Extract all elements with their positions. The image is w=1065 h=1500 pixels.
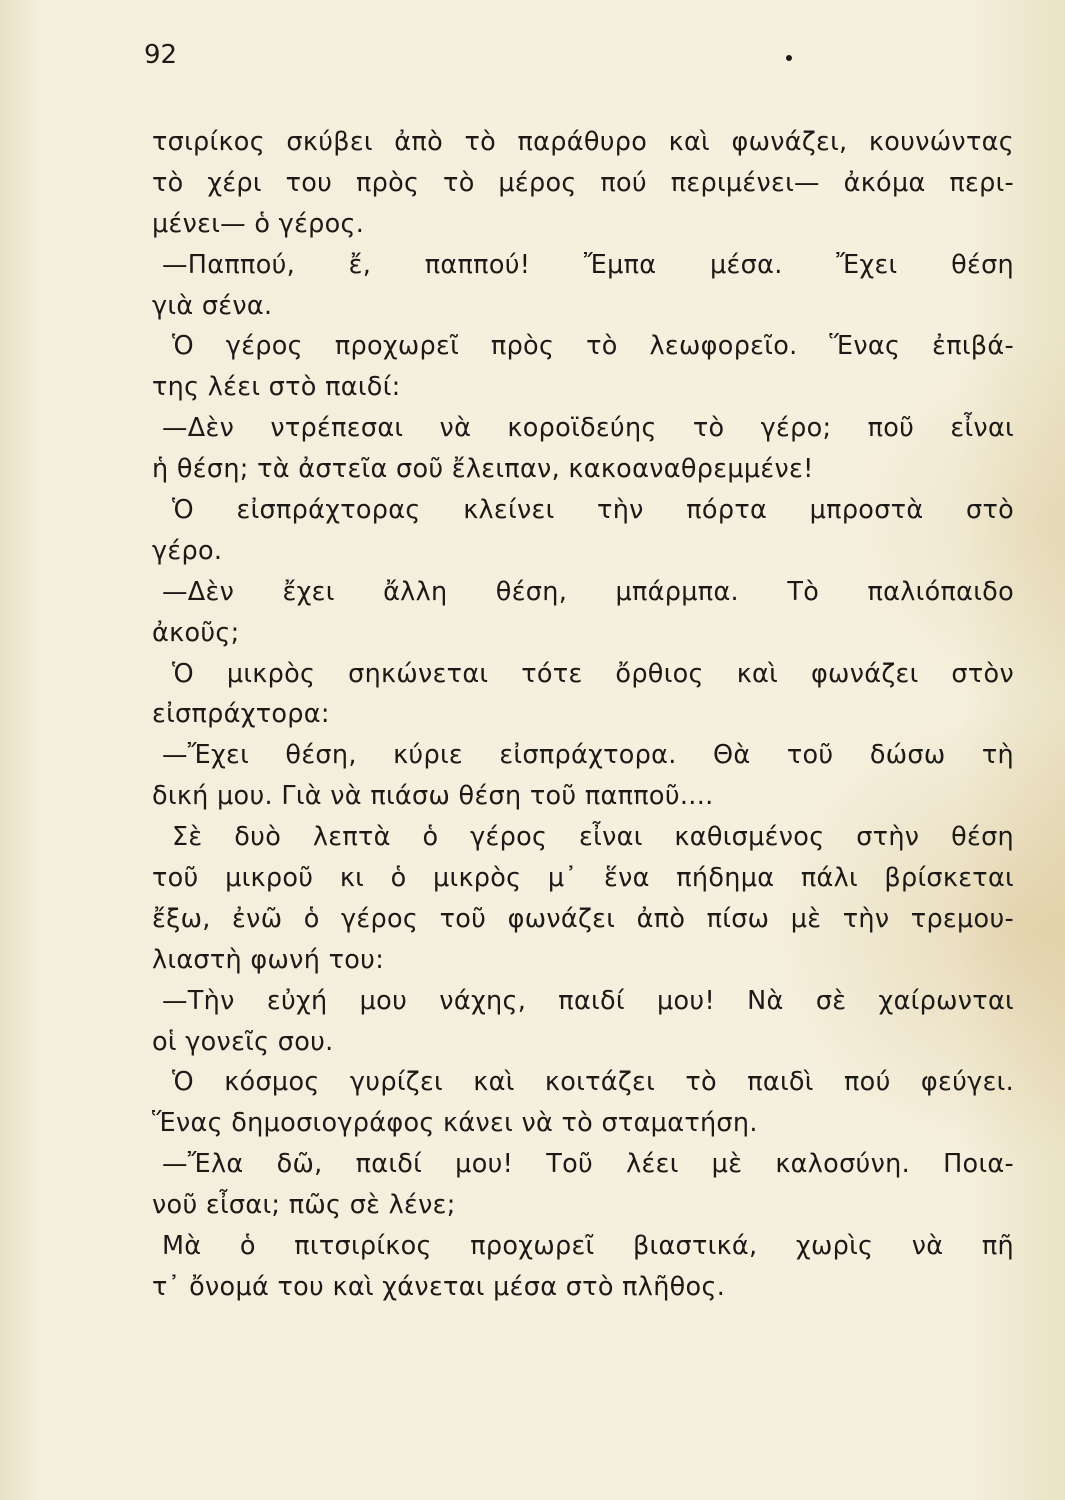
body-text [152, 122, 1014, 1308]
text-line: Ἕνας δημοσιογράφος κάνει νὰ τὸ σταματήση. [152, 1108, 758, 1139]
page-number: 92 [144, 40, 178, 70]
text-line: Ὁ κόσμος γυρίζει καὶ κοιτάζει τὸ παιδὶ πού φεύγει. [172, 1067, 1014, 1098]
text-line: —Παππού, ἔ, παππού! Ἔμπα μέσα. Ἔχει θέση [162, 249, 1014, 280]
text-line: —Δὲν ἔχει ἄλλη θέση, μπάρμπα. Τὸ παλιόπαιδο [162, 576, 1014, 607]
text-line: τοῦ μικροῦ κι ὁ μικρὸς μ᾽ ἕνα πήδημα πάλι βρίσκεται [152, 863, 1014, 894]
text-line: της λέει στὸ παιδί: [152, 372, 401, 403]
text-line: —Τὴν εὐχή μου νάχης, παιδί μου! Νὰ σὲ χαίρωνται [162, 985, 1014, 1016]
text-line: γιὰ σένα. [152, 290, 273, 321]
text-line: νοῦ εἶσαι; πῶς σὲ λένε; [152, 1190, 456, 1221]
text-line: Ὁ γέρος προχωρεῖ πρὸς τὸ λεωφορεῖο. Ἕνας ἐπιβά- [172, 331, 1014, 362]
text-line: τὸ χέρι του πρὸς τὸ μέρος πού περιμένει— ἀκόμα περι- [152, 167, 1014, 198]
text-line: Ὁ μικρὸς σηκώνεται τότε ὄρθιος καὶ φωνάζει στὸν [172, 658, 1014, 689]
text-line: ἀκοῦς; [152, 617, 240, 648]
text-line: δική μου. Γιὰ νὰ πιάσω θέση τοῦ παπποῦ.... [152, 781, 714, 812]
text-line: εἰσπράχτορα: [152, 699, 330, 730]
text-line: ἔξω, ἐνῶ ὁ γέρος τοῦ φωνάζει ἀπὸ πίσω μὲ τὴν τρεμου- [152, 903, 1014, 934]
text-line: οἱ γονεῖς σου. [152, 1026, 334, 1057]
text-line: τ᾽ ὄνομά του καὶ χάνεται μέσα στὸ πλῆθος. [152, 1271, 726, 1302]
ink-dot [786, 55, 792, 61]
text-line: Ὁ εἰσπράχτορας κλείνει τὴν πόρτα μπροστὰ στὸ [172, 495, 1014, 526]
text-line: ἡ θέση; τὰ ἀστεῖα σοῦ ἔλειπαν, κακοαναθρεμμένε! [152, 454, 814, 485]
text-line: —Ἔχει θέση, κύριε εἰσπράχτορα. Θὰ τοῦ δώσω τὴ [162, 740, 1014, 771]
text-line: —Ἔλα δῶ, παιδί μου! Τοῦ λέει μὲ καλοσύνη. Ποια- [162, 1149, 1014, 1180]
text-line: Σὲ δυὸ λεπτὰ ὁ γέρος εἶναι καθισμένος στὴν θέση [172, 822, 1014, 853]
text-line: —Δὲν ντρέπεσαι νὰ κοροϊδεύης τὸ γέρο; ποῦ εἶναι [162, 413, 1014, 444]
text-line: γέρο. [152, 535, 223, 566]
text-line: τσιρίκος σκύβει ἀπὸ τὸ παράθυρο καὶ φωνάζει, κουνώντας [152, 127, 1014, 157]
text-line: Μὰ ὁ πιτσιρίκος προχωρεῖ βιαστικά, χωρὶς νὰ πῆ [162, 1231, 1014, 1262]
text-line: μένει— ὁ γέρος. [152, 208, 365, 239]
text-line: λιαστὴ φωνή του: [152, 944, 385, 975]
